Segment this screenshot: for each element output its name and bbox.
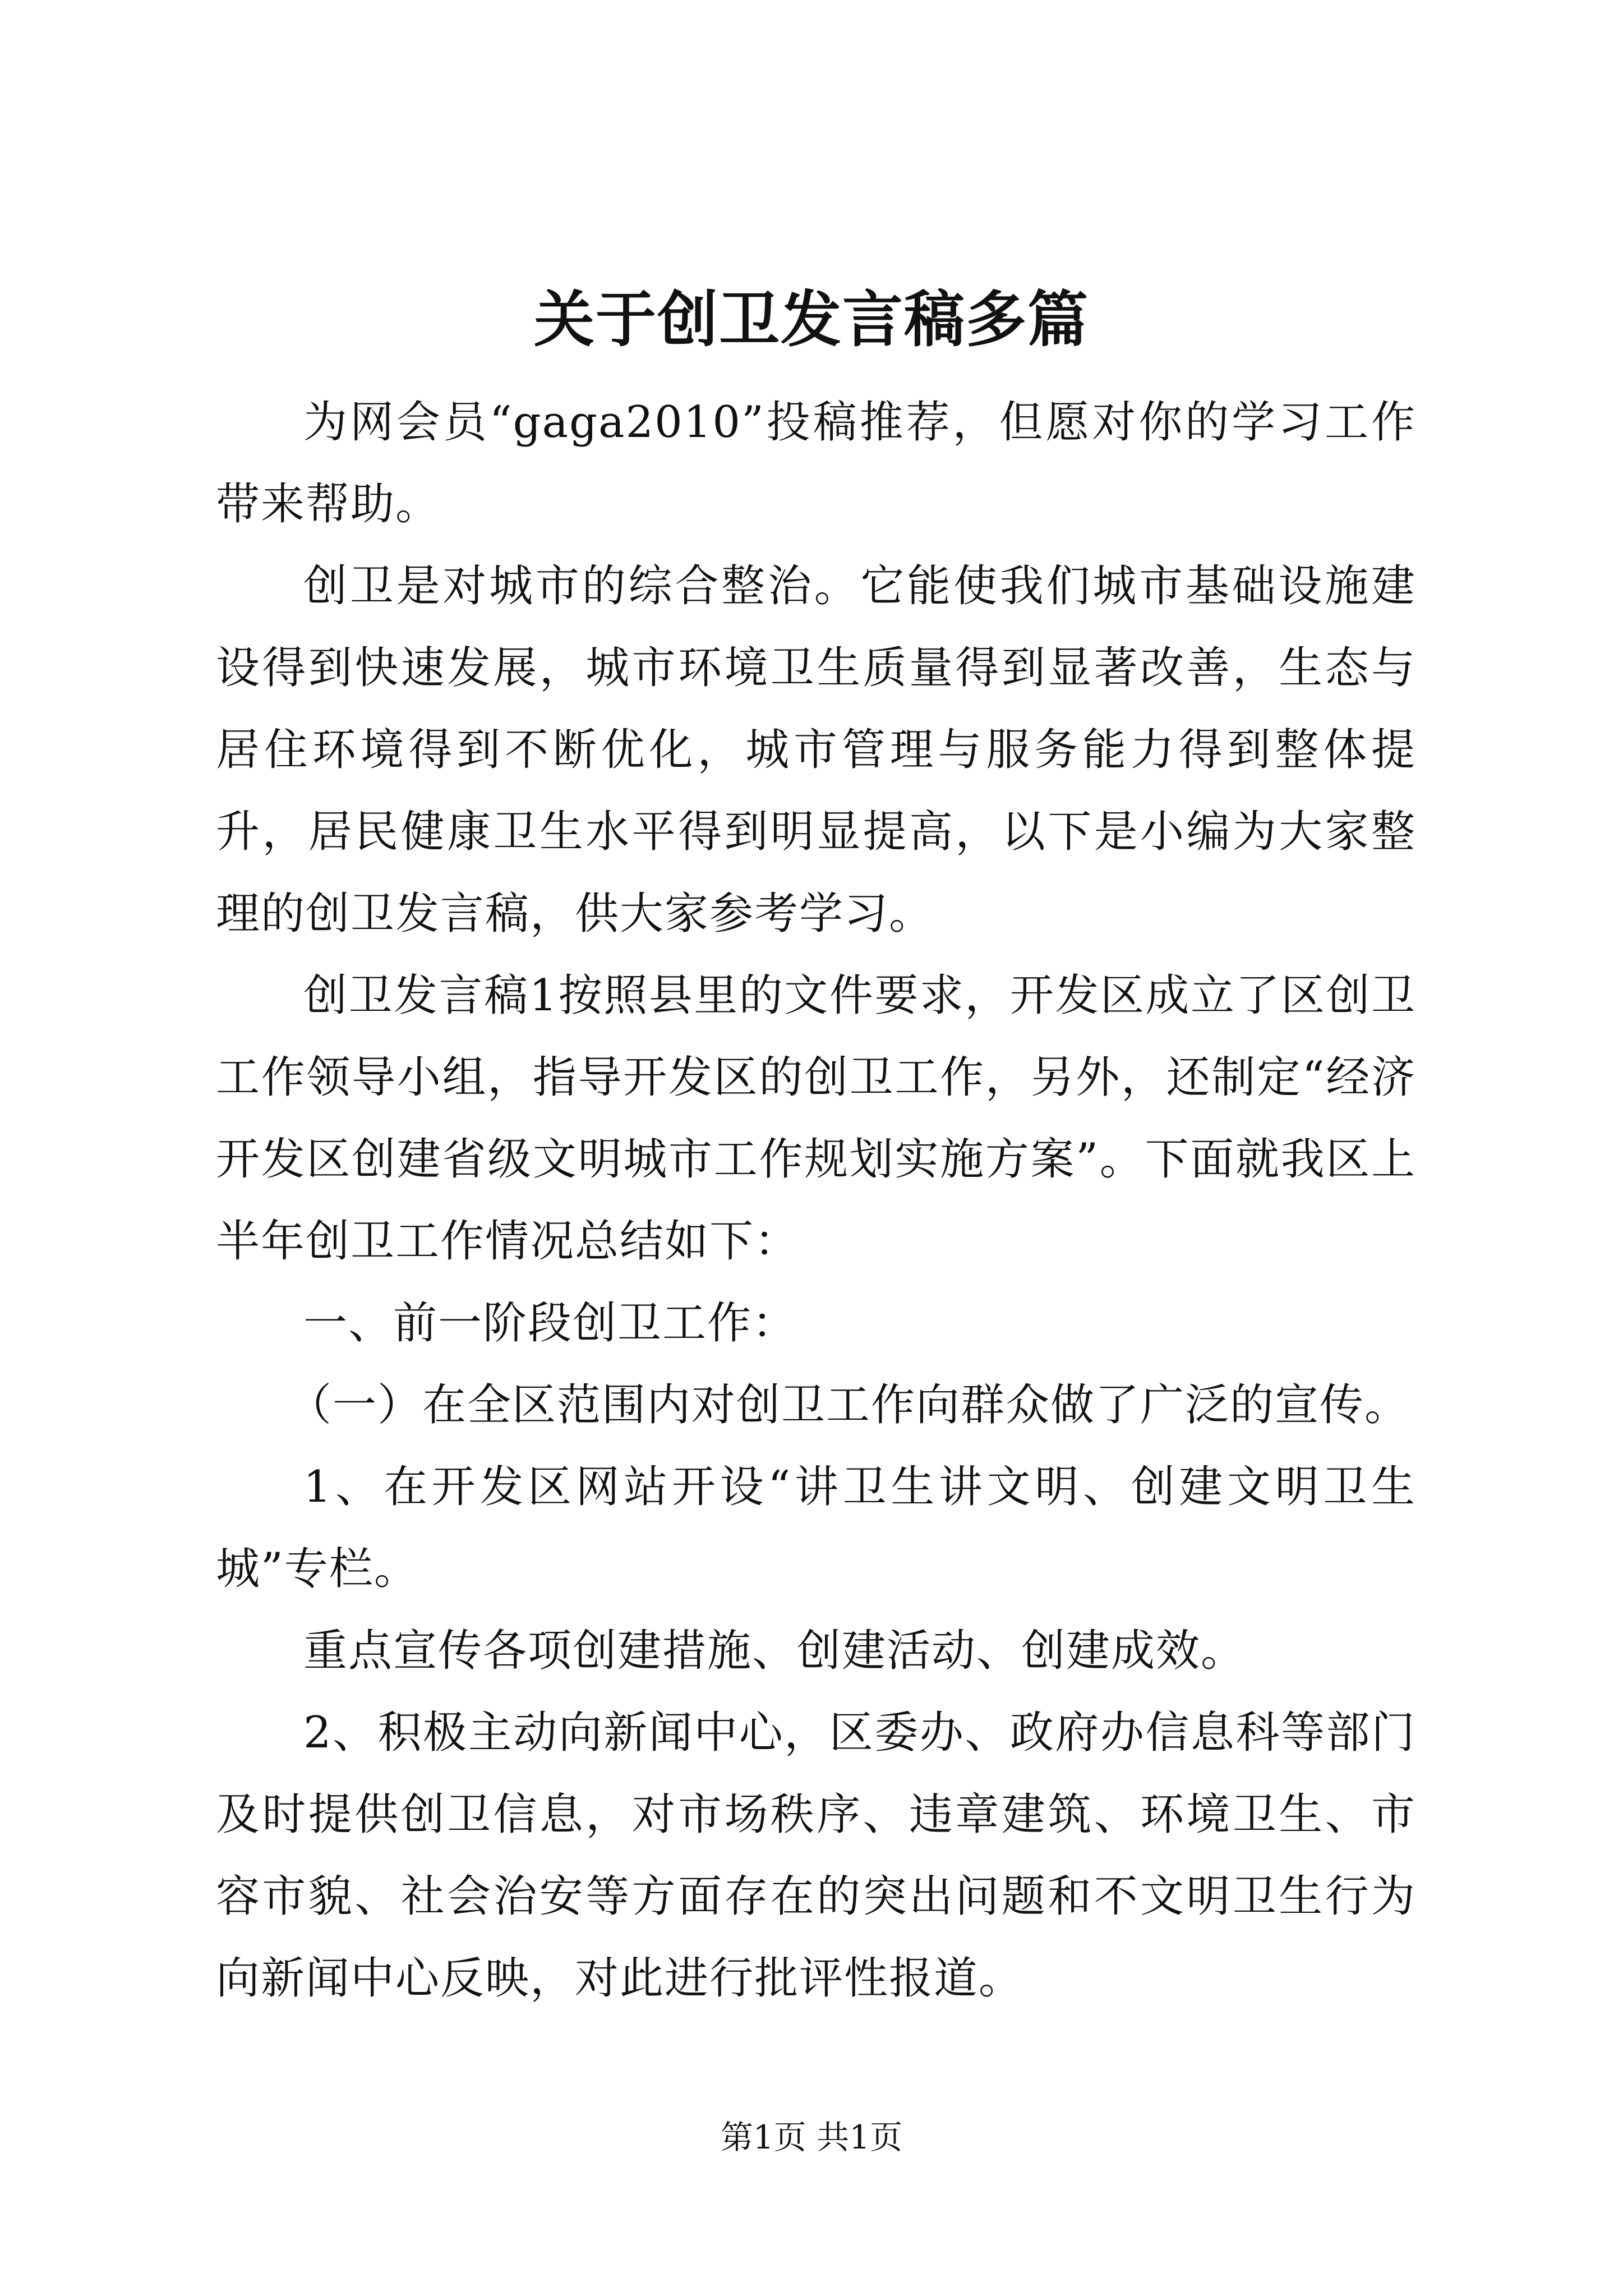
paragraph: 为网会员“gaga2010”投稿推荐，但愿对你的学习工作带来帮助。 (216, 397, 1416, 530)
document-body (216, 381, 1416, 2019)
document-title: 关于创卫发言稿多篇 (533, 284, 1089, 355)
subsection-heading: （一）在全区范围内对创卫工作向群众做了广泛的宣传。 (288, 1380, 1410, 1430)
paragraph: 1、在开发区网站开设“讲卫生讲文明、创建文明卫生城”专栏。 (216, 1462, 1416, 1594)
paragraph: 2、积极主动向新闻中心，区委办、政府办信息科等部门及时提供创卫信息，对市场秩序、违章建筑、环境卫生、市容市貌、社会治安等方面存在的突出问题和不文明卫生行为向新闻中心反映，对此进行批评性报道。 (216, 1708, 1416, 2004)
paragraph: 创卫是对城市的综合整治。它能使我们城市基础设施建设得到快速发展，城市环境卫生质量得到显著改善，生态与居住环境得到不断优化，城市管理与服务能力得到整体提升，居民健康卫生水平得到明显提高，以下是小编为大家整理的创卫发言稿，供大家参考学习。 (216, 561, 1416, 939)
paragraph: 创卫发言稿1按照县里的文件要求，开发区成立了区创卫工作领导小组，指导开发区的创卫工作，另外，还制定“经济开发区创建省级文明城市工作规划实施方案”。下面就我区上半年创卫工作情况总结如下： (216, 970, 1416, 1267)
paragraph: 重点宣传各项创建措施、创建活动、创建成效。 (303, 1626, 1246, 1676)
page-number-footer: 第1页 共1页 (720, 2118, 903, 2156)
section-heading: 一、前一阶段创卫工作： (303, 1298, 797, 1349)
